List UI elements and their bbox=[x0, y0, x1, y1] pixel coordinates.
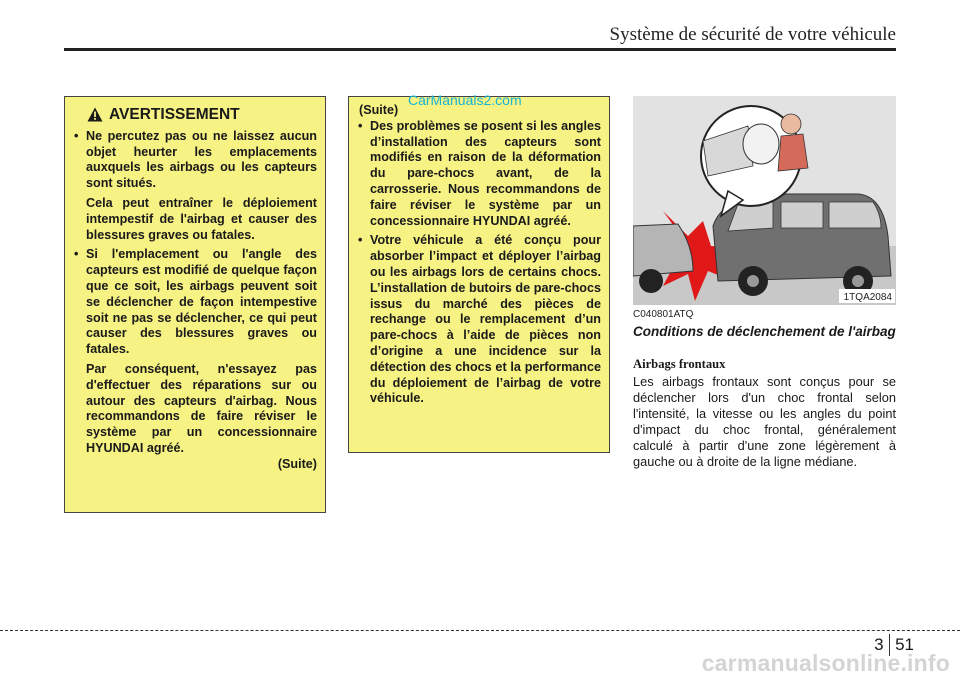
warning-bullet-2: • Si l'emplacement ou l'angle des capteurs est modifié de quelque façon que ce soit, les airbags peuvent soit se déclencher de façon intempestive soit ne pas se déclencher, ce qui peut causer des blessures graves ou fatales. bbox=[73, 247, 317, 358]
footer-rule bbox=[0, 630, 960, 631]
warning-box-1 bbox=[64, 96, 326, 513]
warning-bullet-4: • Votre véhicule a été conçu pour absorber l’impact et déployer l’airbag ou les airbags lors de certains chocs. L’installation de butoirs de pare-chocs issus du marché des pièces de rechange ou le remplacement d’un pare-chocs à l’aide de pièces non d’origine a une incidence sur la détection des chocs et la performance du déploiement de l’airbag de votre véhicule. bbox=[357, 233, 601, 407]
warning-box-2 bbox=[348, 96, 610, 453]
header-rule bbox=[64, 48, 896, 51]
section-title: Conditions de déclenchement de l'airbag bbox=[633, 324, 896, 339]
warning-paragraph-2: Par conséquent, n'essayez pas d'effectuer des réparations sur ou autour des capteurs d'airbag. Nous recommandons de faire réviser le système par un concessionnaire HYUNDAI agréé. bbox=[86, 361, 317, 455]
warning-heading bbox=[87, 107, 317, 123]
warning-triangle-icon bbox=[87, 107, 103, 122]
page-header-title: Système de sécurité de votre véhicule bbox=[609, 24, 896, 45]
illustration-label: 1TQA2084 bbox=[843, 292, 892, 303]
site-watermark: carmanualsonline.info bbox=[701, 650, 950, 676]
watermark-text: CarManuals2.com bbox=[408, 92, 522, 108]
section-body: Les airbags frontaux sont conçus pour se déclencher lors d'un choc frontal selon l'intensité, la vitesse ou les angles du point d'impact du choc frontal, généralement calculé à partir d'une zone légèrement à gauche ou à droite de la ligne médiane. bbox=[633, 374, 896, 469]
warning-heading-text: AVERTISSEMENT bbox=[109, 106, 240, 123]
section-code: C040801ATQ bbox=[633, 309, 694, 320]
warning-paragraph-1: Cela peut entraîner le déploiement intempestif de l'airbag et causer des blessures graves ou fatales. bbox=[86, 195, 317, 242]
page-number-value: 51 bbox=[895, 635, 914, 654]
warning-suite-label: (Suite) bbox=[359, 103, 399, 117]
chapter-number: 3 bbox=[874, 635, 884, 654]
warning-bullet-3: • Des problèmes se posent si les angles d’installation des capteurs sont modifiés en raison de la déformation du pare-chocs avant, de la carrosserie. Nous recommandons de faire réviser le système par un concessionnaire HYUNDAI agréé. bbox=[357, 119, 601, 230]
warning-suite-label: (Suite) bbox=[277, 456, 317, 471]
section-subtitle: Airbags frontaux bbox=[633, 357, 726, 371]
warning-bullet-1: • Ne percutez pas ou ne laissez aucun objet heurter les emplacements auxquels les airbags ou les capteurs sont situés. bbox=[73, 129, 317, 192]
airbag-collision-illustration bbox=[633, 96, 896, 305]
